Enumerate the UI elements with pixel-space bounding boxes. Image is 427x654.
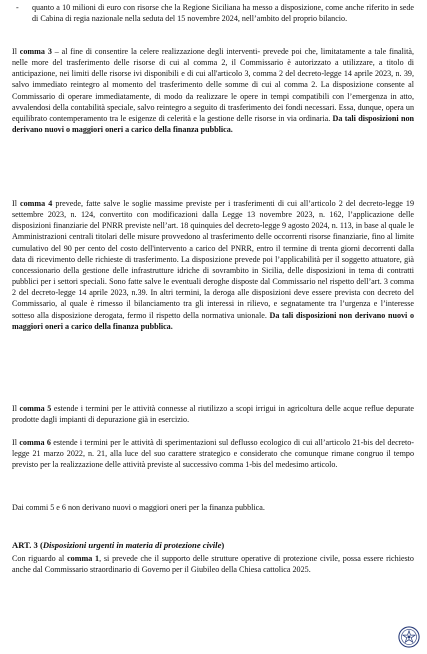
- paragraph-comma-5: [12, 403, 414, 425]
- comma-label: comma 1: [67, 554, 100, 563]
- bullet-marker: -: [16, 3, 19, 12]
- paragraph-commi-5-6: [12, 502, 414, 513]
- comma-label: comma 3: [19, 47, 52, 56]
- article-suffix: ): [221, 540, 225, 550]
- paragraph-art-3: [12, 553, 414, 575]
- article-title: Disposizioni urgenti in materia di protezione civile: [42, 540, 222, 550]
- paragraph-comma-3: [12, 46, 414, 135]
- para-text: estende i termini per le attività di sperimentazioni sul deflusso ecologico di cui all’articolo 21-bis del decreto-legge 21 marzo 2022, n. 21, alla luce del suo carattere strategico e considerato che comunque rimane congruo il tempo previsto per la realizzazione delle attività previste al successivo comma 1-bis del medesimo articolo.: [12, 438, 415, 470]
- bullet-text: quanto a 10 milioni di euro con risorse che la Regione Siciliana ha messo a disposizione, come anche riferito in sede di Cabina di regia nazionale nella seduta del 15 novembre 2024, nell’ambito del proprio bilancio.: [32, 3, 414, 24]
- para-prefix: Con riguardo al: [12, 554, 68, 563]
- para-text: – al fine di consentire la celere realizzazione degli interventi- prevede poi che, limitatamente a tale finalità, nelle more del trasferimento delle risorse di cui al comma 2, il Commissario è autorizzato a utilizzare, a titolo di anticipazione, nei limiti delle risorse ivi disponibili e di cui all'articolo 3, comma 2 del decreto-legge 14 aprile 2023, n. 39, salvo immediato reintegro al momento del trasferimento delle somme di cui al comma 2. La disposizione consente al Commissario di operare immediatamente, di modo da realizzare le opere in tempi compatibili con l’emergenza in atto, avvalendosi della contabilità speciale, salvo reintegro a seguito di trasferimento dei fondi necessari. Essa, dunque, opera un equilibrato contemperamento tra le esigenze di celerità e la gestione delle risorse in via ordinaria.: [12, 47, 414, 123]
- article-heading: [12, 540, 224, 551]
- comma-label: comma 4: [20, 199, 53, 208]
- paragraph-comma-6: [12, 437, 414, 470]
- para-text: estende i termini per le attività connesse al riutilizzo a scopi irrigui in agricoltura delle acque reflue depurate prodotte dagli impianti di depurazione già in esercizio.: [12, 404, 414, 425]
- para-bold-conclusion: Da tali disposizioni non derivano nuovi o maggiori oneri a carico della finanza pubblica.: [12, 310, 414, 331]
- article-prefix: ART. 3 (: [12, 540, 43, 550]
- seal-logo-icon: [398, 626, 420, 648]
- para-prefix: Il: [12, 438, 20, 447]
- comma-label: comma 6: [19, 438, 51, 447]
- comma-label: comma 5: [19, 404, 52, 413]
- para-text: prevede, fatte salve le soglie massime previste per i trasferimenti di cui all’articolo 2 del decreto-legge 19 settembre 2023, n. 124, convertito con modificazioni dalla Legge 13 novembre 2023, n. 162, l’applicazione delle disposizioni finanziarie del PNRR previste nell’art. 18 quinquies del decreto-legge 9 agosto 2024, n. 113, in base al quale le Amministrazioni centrali titolari delle misure provvedono al trasferimento delle occorrenti risorse finanziarie, fino al limite cumulativo del 90 per cento del costo dell'intervento a carico del PNRR, entro il termine di trenta giorni decorrenti dalla data di ricevimento delle richieste di trasferimento. La disposizione prevede poi l’applicabilità per il soggetto attuatore, già concessionario della gestione delle infrastrutture idriche di sovrambito in Sicilia, delle disposizioni in tema di contratti pubblici per i settori speciali. Sono fatte salve le eventuali deroghe disposte dal Commissario nel rispetto dell’art. 3 comma 2 del decreto-legge 14 aprile 2023, n.39. In altri termini, la deroga alle disposizioni deve essere prevista con decreto del Commissario, al quale è rimesso il bilanciamento tra gli interessi in rilievo, e segnatamente tra l’urgenza e l’interesse sotteso alla disposizione derogata, fermo il rispetto della normativa unionale.: [12, 199, 415, 320]
- para-bold-conclusion: Da tali disposizioni non derivano nuovi o maggiori oneri a carico della finanza pubblica.: [12, 113, 414, 135]
- bullet-item: [16, 2, 414, 24]
- para-prefix: Il: [12, 404, 20, 413]
- para-prefix: Il: [12, 47, 20, 56]
- para-prefix: Il: [12, 199, 21, 208]
- para-text: , si prevede che il supporto delle strutture operative di protezione civile, possa essere richiesto anche dal Commissario straordinario di Governo per il Giubileo della Chiesa cattolica 2025.: [12, 554, 414, 575]
- para-text: Dai commi 5 e 6 non derivano nuovi o maggiori oneri per la finanza pubblica.: [12, 503, 265, 512]
- paragraph-comma-4: [12, 198, 414, 332]
